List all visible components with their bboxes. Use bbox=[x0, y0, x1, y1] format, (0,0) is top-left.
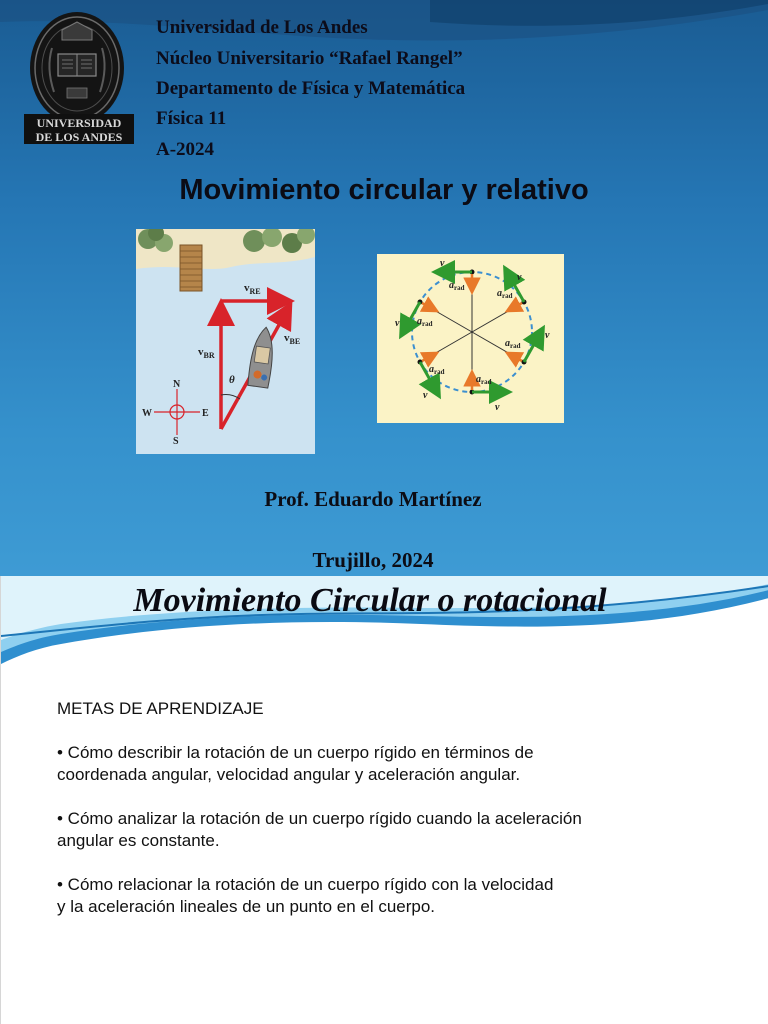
author-name: Prof. Eduardo Martínez bbox=[264, 487, 482, 511]
label-v-lower-left: v bbox=[423, 390, 428, 401]
label-v-re: $v_{RE}$ bbox=[244, 282, 261, 296]
label-a-bottom: $a_{rad}$ bbox=[476, 374, 492, 386]
label-a-upper-right: $a_{rad}$ bbox=[497, 288, 513, 300]
slide-title: Movimiento circular y relativo bbox=[179, 174, 589, 206]
course-name: Física 11 bbox=[156, 108, 227, 129]
label-theta: θ bbox=[229, 374, 235, 386]
compass-w: W bbox=[142, 408, 152, 419]
label-a-top: $a_{rad}$ bbox=[449, 280, 465, 292]
nucleus-name: Núcleo Universitario “Rafael Rangel” bbox=[156, 48, 463, 69]
label-a-right: $a_{rad}$ bbox=[505, 338, 521, 350]
label-v-be: $v_{BE}$ bbox=[284, 332, 301, 346]
learning-goals-slide bbox=[0, 576, 768, 1024]
label-v-bottom: v bbox=[495, 402, 500, 413]
term-label: A-2024 bbox=[156, 139, 215, 160]
place-date: Trujillo, 2024 bbox=[312, 548, 434, 572]
label-a-left: $a_{rad}$ bbox=[417, 316, 433, 328]
compass-e: E bbox=[202, 408, 209, 419]
learning-goals-body bbox=[57, 698, 737, 940]
seal-text-top: UNIVERSIDAD bbox=[36, 116, 122, 130]
label-v-right: v bbox=[545, 330, 550, 341]
goals-heading: METAS DE APRENDIZAJE bbox=[57, 699, 264, 718]
university-name: Universidad de Los Andes bbox=[156, 17, 368, 38]
university-seal-logo bbox=[22, 8, 136, 148]
wooden-dock bbox=[180, 245, 202, 291]
circular-motion-figure bbox=[377, 254, 564, 423]
label-v-br: $v_{BR}$ bbox=[198, 346, 215, 360]
goal-item: • Cómo relacionar la rotación de un cuerpo rígido con la velocidad y la aceleración lineales de un punto en el cuerpo. bbox=[57, 875, 554, 916]
relative-velocity-boat-figure bbox=[136, 229, 315, 454]
goal-item: • Cómo describir la rotación de un cuerpo rígido en términos de coordenada angular, velocidad angular y aceleración angular. bbox=[57, 743, 534, 784]
label-a-lower-left: $a_{rad}$ bbox=[429, 364, 445, 376]
label-v-upper-right: v bbox=[517, 272, 522, 283]
compass-s: S bbox=[173, 436, 179, 447]
slide-title: Movimiento Circular o rotacional bbox=[133, 582, 607, 619]
compass-n: N bbox=[173, 379, 181, 390]
label-v-left: v bbox=[395, 318, 400, 329]
label-v-top: v bbox=[440, 258, 445, 269]
department-name: Departamento de Física y Matemática bbox=[156, 78, 466, 99]
seal-text-bottom: DE LOS ANDES bbox=[35, 130, 123, 144]
goal-item: • Cómo analizar la rotación de un cuerpo rígido cuando la aceleración angular es constante. bbox=[57, 809, 582, 850]
